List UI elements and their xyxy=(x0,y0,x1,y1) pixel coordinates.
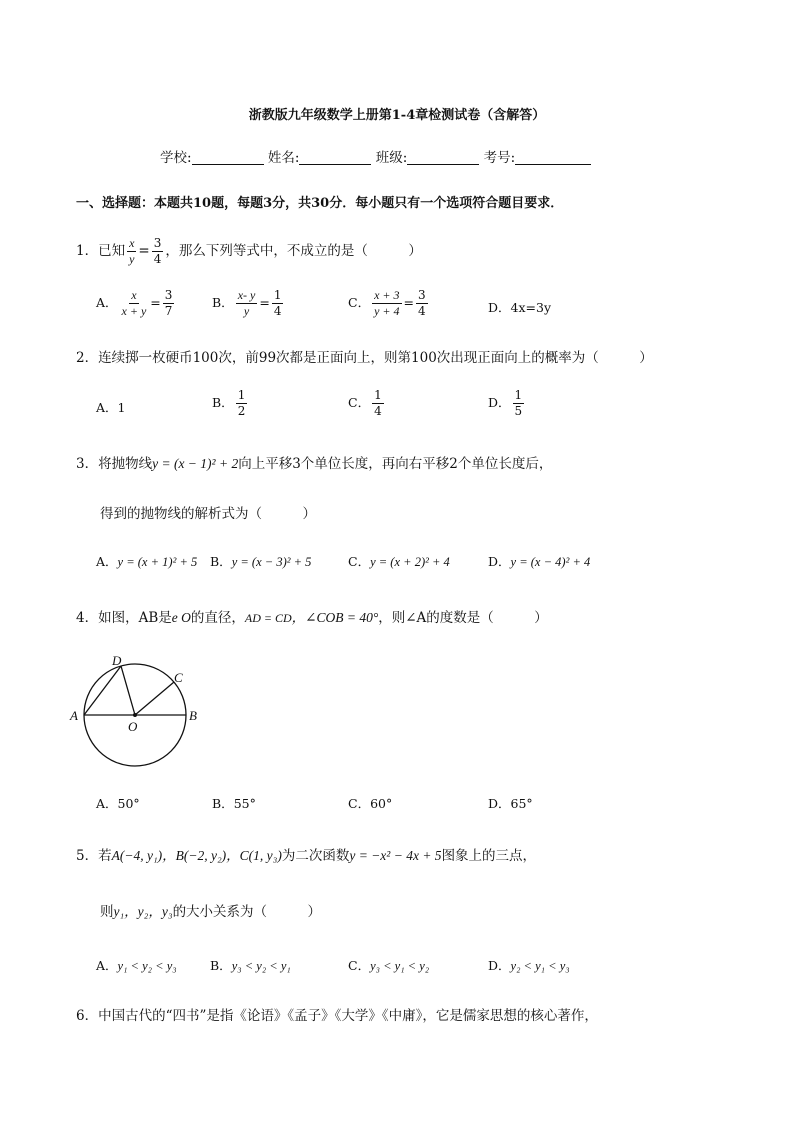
q5-option-a[interactable]: A．y₁ < y₂ < y₃ xyxy=(96,958,177,973)
question-2: 2．连续掷一枚硬币100次，前99次都是正面向上，则第100次出现正面向上的概率为（ ） xyxy=(76,350,653,366)
q5-option-b[interactable]: B．y₃ < y₂ < y₁ xyxy=(210,958,291,973)
question-1 xyxy=(76,236,422,267)
radius-od xyxy=(121,666,135,715)
school-field[interactable] xyxy=(192,150,264,165)
question-3-line-2: 得到的抛物线的解析式为（ ） xyxy=(100,506,316,522)
page-title: 浙教版九年级数学上册第1-4章检测试卷（含解答） xyxy=(248,108,546,123)
class-label: 班级: xyxy=(375,150,408,166)
label-c: C xyxy=(174,670,183,685)
label-o: O xyxy=(128,719,138,734)
q1-fraction-xy: $\frac{x}{y}$ xyxy=(129,236,135,266)
name-label: 姓名: xyxy=(267,150,300,166)
name-field[interactable] xyxy=(299,150,371,165)
circle-diagram xyxy=(68,650,208,780)
class-field[interactable] xyxy=(407,150,479,165)
q4-option-a[interactable]: A．50° xyxy=(96,796,140,811)
q4-option-c[interactable]: C．60° xyxy=(348,796,393,811)
section-heading: 一、选择题：本题共10题，每题3分，共30分．每小题只有一个选项符合题目要求． xyxy=(76,196,564,211)
center-point xyxy=(133,713,137,717)
q4-option-b[interactable]: B．55° xyxy=(212,796,256,811)
question-3-line-1: 3．将抛物线y = (x − 1)² + 2向上平移3个单位长度，再向右平移2个单位长度后， xyxy=(76,456,553,472)
label-b: B xyxy=(189,708,197,723)
q2-option-a[interactable]: A．1 xyxy=(96,400,126,415)
q1-prefix: 1．已知 xyxy=(76,243,126,259)
q3-formula: y = (x − 1)² + 2 xyxy=(152,456,239,471)
q3-option-c[interactable]: C．y = (x + 2)² + 4 xyxy=(348,554,450,569)
q1-option-a[interactable]: A． $\frac{x}{x + y}$ = $\frac{3}{7}$ xyxy=(96,288,173,318)
q3-option-d[interactable]: D．y = (x − 4)² + 4 xyxy=(488,554,591,569)
label-a: A xyxy=(70,708,78,723)
q3-option-b[interactable]: B．y = (x − 3)² + 5 xyxy=(210,554,312,569)
q1-option-c[interactable]: C． $\frac{x + 3}{y + 4}$ = $\frac{3}{4}$ xyxy=(348,288,426,318)
radius-oc xyxy=(135,682,174,715)
question-6: 6．中国古代的“四书”是指《论语》《孟子》《大学》《中庸》，它是儒家思想的核心著作， xyxy=(76,1008,598,1024)
label-d: D xyxy=(112,653,122,668)
q1-option-d[interactable]: D．4x=3y xyxy=(488,300,552,315)
question-5-line-2: 则y₁，y₂，y₃的大小关系为（ ） xyxy=(100,904,322,920)
q5-option-d[interactable]: D．y₂ < y₁ < y₃ xyxy=(488,958,570,973)
question-5-line-1: 5．若A(−4, y₁)，B(−2, y₂)，C(1, y₃)为二次函数y = −x² − 4x + 5图象上的三点， xyxy=(76,848,537,864)
q2-option-b[interactable]: B． $\frac{1}{2}$ xyxy=(212,388,246,418)
q4-option-d[interactable]: D．65° xyxy=(488,796,533,811)
question-4: 4．如图，AB是e O的直径，AD = CD，∠COB = 40°，则∠A的度数是（ ） xyxy=(76,610,548,626)
q3-option-a[interactable]: A．y = (x + 1)² + 5 xyxy=(96,554,198,569)
number-field[interactable] xyxy=(515,150,591,165)
q1-equals: = xyxy=(138,243,150,259)
q2-option-d[interactable]: D． $\frac{1}{5}$ xyxy=(488,388,523,418)
student-info-line xyxy=(160,146,591,166)
number-label: 考号: xyxy=(483,150,516,166)
q1-fraction-34: $\frac{3}{4}$ xyxy=(153,236,162,266)
school-label: 学校: xyxy=(160,150,192,166)
q1-suffix: ，那么下列等式中，不成立的是（ ） xyxy=(165,243,422,259)
q1-option-b[interactable]: B． $\frac{x- y}{y}$ = $\frac{1}{4}$ xyxy=(212,288,282,318)
q5-option-c[interactable]: C．y₃ < y₁ < y₂ xyxy=(348,958,430,973)
q2-option-c[interactable]: C． $\frac{1}{4}$ xyxy=(348,388,382,418)
